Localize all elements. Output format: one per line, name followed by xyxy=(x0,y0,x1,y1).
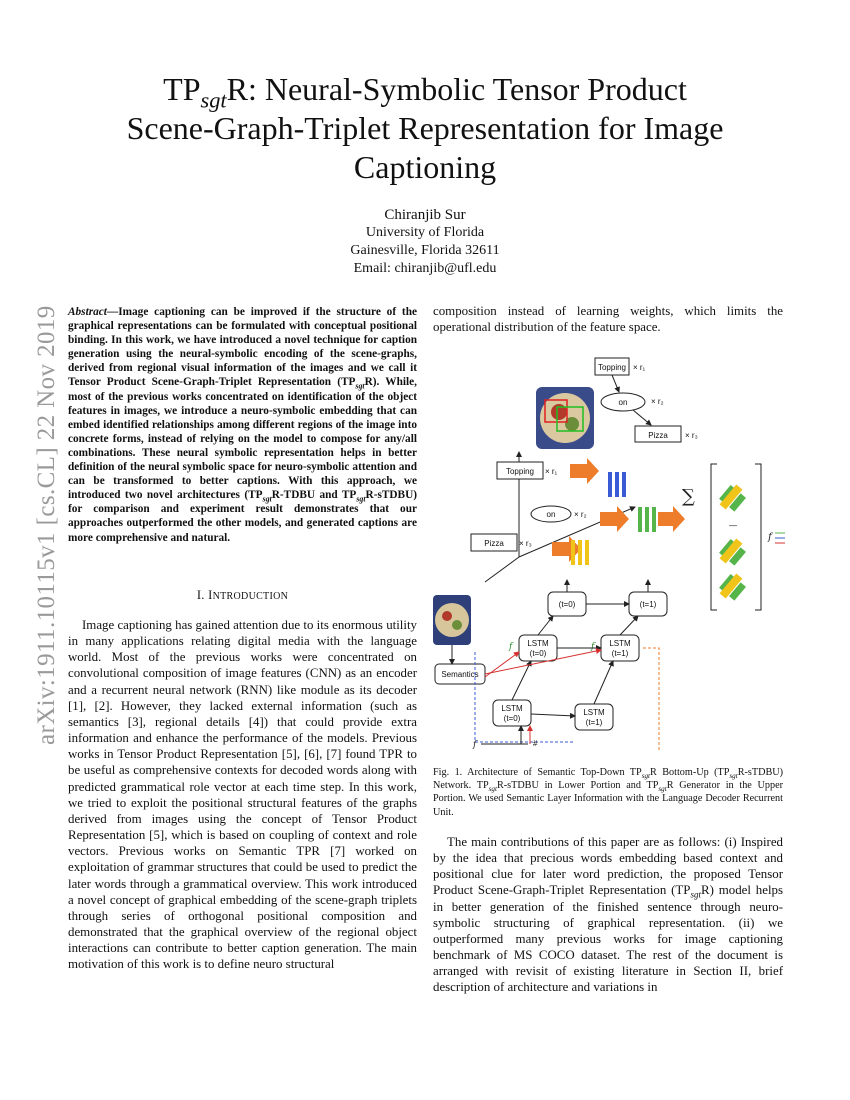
title-line3: Captioning xyxy=(353,149,497,185)
bottom-f-label: f xyxy=(473,740,477,750)
semantics-node xyxy=(435,664,485,684)
mid-r1-label: × r₁ xyxy=(545,467,558,476)
hash-label: # xyxy=(533,739,538,748)
section-rest: NTRODUCTION xyxy=(212,591,289,602)
mid-on-label: on xyxy=(546,510,556,519)
bottom-pizza-image xyxy=(433,595,471,645)
architecture-figure xyxy=(433,352,789,757)
title-prefix: TP xyxy=(163,71,201,107)
contrib-s1: sgt xyxy=(690,890,701,901)
top-on-label: on xyxy=(618,398,628,407)
orange-dashed-path xyxy=(643,648,659,752)
abstract-label: Abstract xyxy=(68,306,107,318)
semantics-red-link-2 xyxy=(485,652,519,677)
caption-a: Fig. 1. Architecture of Semantic Top-Down TP xyxy=(433,767,642,778)
abstract-sub3: sgt xyxy=(356,494,366,504)
lstm-top-t0 xyxy=(519,635,557,661)
section-heading xyxy=(68,588,417,603)
caption-b: R Bottom-Up (TP xyxy=(650,767,730,778)
right-column-top-text xyxy=(433,303,783,335)
title-line2: Scene-Graph-Triplet Representation for Image xyxy=(126,110,724,146)
output-f-label: f xyxy=(768,532,772,543)
edge-lstm-b1-t1 xyxy=(594,661,613,704)
contrib-paragraph xyxy=(433,834,783,996)
caption-d: R-sTDBU in Lower Portion and TP xyxy=(496,780,659,792)
abstract-text-a: —Image captioning can be improved if the structure of the graphical representations can be formulated with conceptual positional binding. In this work, we have introduced a novel technique for caption generation using the neural-symbolic encoding of the scene-graphs, derived from regional visual information of the images and we call it Tensor Product Scene-Graph-Triplet Representation (TP xyxy=(68,306,417,389)
lstm-bottom-t1-time: (t=1) xyxy=(585,718,603,727)
combo-glyph-1 xyxy=(719,484,746,511)
semantics-label: Semantics xyxy=(441,670,479,679)
edge-on-pizza xyxy=(633,410,651,425)
caption-e: R Generator in the Upper Portion. We used Semantic Layer Information with the Language Decoder Recurrent Unit. xyxy=(433,780,783,818)
lstm-top-t0-f: f xyxy=(509,642,513,652)
green-bars xyxy=(638,507,656,532)
abstract xyxy=(68,305,417,545)
abstract-sub2: sgt xyxy=(262,494,272,504)
mid-topping-label: Topping xyxy=(505,467,535,476)
contrib-a: The main contributions of this paper are as follows: (i) Inspired by the idea that precious words embedding based context and positional clue for later word prediction, the proposed Tensor Product Scene-Graph-Triplet Representation (TP xyxy=(433,835,783,898)
orange-arrow-1 xyxy=(570,458,599,484)
section-first-letter: I xyxy=(208,588,213,602)
top-pizza-node xyxy=(635,426,681,442)
combo-dash: — xyxy=(729,521,737,530)
edge-lstm-t1-out xyxy=(620,616,638,635)
orange-arrow-2 xyxy=(600,506,629,532)
sum-symbol: ∑ xyxy=(682,486,695,507)
paper-title xyxy=(60,70,790,187)
abstract-text-d: R-sTDBU) for comparison and experiment result demonstrates that our approaches outperformed the other models, and generated captions are more comprehensive and natural. xyxy=(68,489,417,544)
abstract-sub1: sgt xyxy=(355,381,365,391)
edge-topping-on xyxy=(612,375,619,392)
top-r2-label: × r₂ xyxy=(651,397,664,406)
lstm-bottom-t0-time: (t=0) xyxy=(503,714,521,723)
title-line1: R: Neural-Symbolic Tensor Product xyxy=(226,71,687,107)
contrib-b: R) model helps in better generation of the finished sentence through neuro-symbolic structuring of graphical representation. (ii) we outperformed many previous works for image captioning benchmark of MS COCO dataset. The rest of the document is arranged with revisit of existing literature in Section II, brief description of architecture and variations in xyxy=(433,883,783,995)
abstract-text-c: R-TDBU and TP xyxy=(271,489,357,502)
caption-c: R-sTDBU) Network. TP xyxy=(433,767,783,792)
right-top-paragraph: composition instead of learning weights, which limits the operational distribution of the feature space. xyxy=(433,304,783,335)
author-email: Email: chiranjib@ufl.edu xyxy=(353,261,497,276)
top-topping-label: Topping xyxy=(597,363,627,372)
axis-lower xyxy=(485,557,519,582)
caption-s3: sgt xyxy=(488,785,497,794)
mid-pizza-label: Pizza xyxy=(484,539,504,548)
caption-s1: sgt xyxy=(641,772,651,781)
lstm-top-t1 xyxy=(601,635,639,661)
mid-pizza-node xyxy=(471,534,517,551)
yellow-bars xyxy=(571,540,589,565)
t1-output-label: (t=1) xyxy=(639,600,657,609)
lstm-top-t0-label: LSTM xyxy=(527,639,549,648)
combo-glyph-3 xyxy=(719,573,746,600)
caption-s2: sgt xyxy=(729,772,738,781)
contributions-section xyxy=(433,834,783,996)
lstm-bottom-t1-label: LSTM xyxy=(583,708,605,717)
mid-topping-node xyxy=(497,462,543,479)
lstm-top-t1-time: (t=1) xyxy=(611,649,629,658)
title-subscript: sgt xyxy=(200,87,227,113)
left-bracket xyxy=(711,464,717,610)
orange-arrow-3 xyxy=(552,536,581,562)
blue-bars xyxy=(608,472,626,497)
intro-paragraph: Image captioning has gained attention due to its enormous utility in many applications relating digital media with the language world. Most of the previous works were concentrated on convolutional composition of image features (CNN) as an encoder and a recurrent neural network (RNN) like module as its decoder [1], [2]. However, they lacked external information (such as semantics [3], regional details [4]) that could provide extra information and enhance the performance of the models. Previous works in Tensor Product Representation [5], [6], [7] found TPR to be useful as comprehensive contexts for decoded words along with predicted grammatical role vector at each time step. In this work, we tried to exploit the positional structural features of the graphs derived from images using the concept of Tensor Product Representation [5], which is based on coupling of context and role vectors. Previous works on Semantic TPR [7] worked on exploitation of grammar structures that could be used to predict the later words through a grammatical overview. This work introduced a novel concept of graphical embedding of the scene-graph triplets through series of orthogonal positional composition and demonstrated that the graphical overview of the regional object interactions can contribute to better caption generation. The main motivation of this work is to define neuro structural xyxy=(68,618,417,972)
lstm-top-t0-time: (t=0) xyxy=(529,649,547,658)
edge-lstm-bottom xyxy=(531,714,575,716)
top-pizza-label: Pizza xyxy=(648,431,668,440)
combo-glyph-2 xyxy=(719,538,746,565)
author-name: Chiranjib Sur xyxy=(384,207,466,223)
top-on-node xyxy=(601,393,645,411)
edge-lstm-t0-out xyxy=(538,616,553,635)
lstm-top-t1-f: f xyxy=(591,642,595,652)
top-r1-label: × r₁ xyxy=(633,363,646,372)
lstm-bottom-t1 xyxy=(575,704,613,730)
t0-output-node xyxy=(548,592,586,616)
mid-r3-label: × r₃ xyxy=(519,539,532,548)
orange-arrow-4 xyxy=(658,506,685,532)
author-affiliation: University of Florida xyxy=(365,225,485,240)
top-pizza-image xyxy=(536,387,594,449)
t0-output-label: (t=0) xyxy=(558,600,576,609)
lstm-top-t1-label: LSTM xyxy=(609,639,631,648)
intro-section xyxy=(68,617,417,972)
top-topping-node xyxy=(595,358,629,375)
lstm-bottom-t0 xyxy=(493,700,531,726)
arxiv-stamp: arXiv:1911.10115v1 [cs.CL] 22 Nov 2019 xyxy=(33,305,60,745)
lstm-bottom-t0-label: LSTM xyxy=(501,704,523,713)
author-location: Gainesville, Florida 32611 xyxy=(350,243,500,258)
mid-r2-label: × r₂ xyxy=(574,510,587,519)
mid-on-node xyxy=(531,506,571,522)
abstract-text-b: R). While, most of the previous works concentrated on identification of the object features in images, we introduce a neuro-symbolic embedding that can embed identified relationships among different regions of the image into concrete forms, instead of relying on the model to compose for any/all combinations. These neural symbolic representation helps in better definition of the neural symbolic space for neuro-symbolic attention and can be transformed to better captions. With this approach, we introduced two novel architectures (TP xyxy=(68,376,417,502)
right-bracket xyxy=(755,464,761,610)
figure-caption xyxy=(433,766,783,819)
caption-s4: sgt xyxy=(658,785,667,794)
section-number: I. xyxy=(196,588,205,602)
top-r3-label: × r₃ xyxy=(685,431,698,440)
t1-output-node xyxy=(629,592,667,616)
author-block xyxy=(200,206,650,278)
